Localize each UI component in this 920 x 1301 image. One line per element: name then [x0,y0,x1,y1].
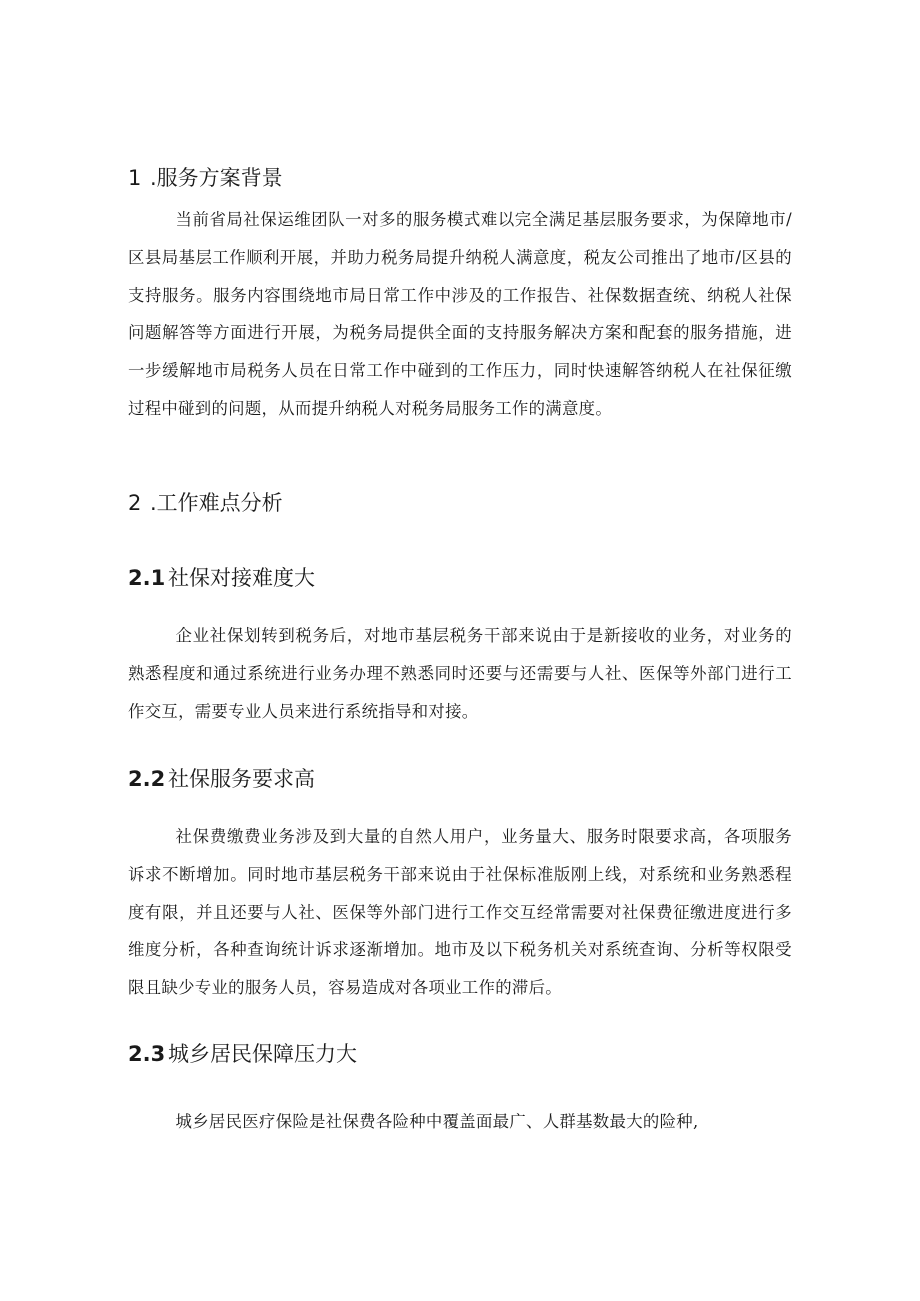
section-title: .工作难点分析 [150,491,283,515]
subsection-2-2-heading [128,765,315,793]
section-number: 2 [128,491,142,515]
subsection-title: 社保对接难度大 [168,566,315,590]
subsection-title: 社保服务要求高 [168,767,315,791]
subsection-2-3-heading [128,1040,357,1068]
subsection-number: 2.3 [128,1042,166,1066]
section-1-paragraph: 当前省局社保运维团队一对多的服务模式难以完全满足基层服务要求，为保障地市/区县局基层工作顺利开展，并助力税务局提升纳税人满意度，税友公司推出了地市/区县的支持服务。服务内容围绕地市局日常工作中涉及的工作报告、社保数据查统、纳税人社保问题解答等方面进行开展，为税务局提供全面的支持服务解决方案和配套的服务措施，进一步缓解地市局税务人员在日常工作中碰到的工作压力，同时快速解答纳税人在社保征缴过程中碰到的问题，从而提升纳税人对税务局服务工作的满意度。 [128,210,792,418]
subsection-2-2-paragraph: 社保费缴费业务涉及到大量的自然人用户，业务量大、服务时限要求高，各项服务诉求不断增加。同时地市基层税务干部来说由于社保标准版刚上线，对系统和业务熟悉程度有限，并且还要与人社、医保等外部门进行工作交互经常需要对社保费征缴进度进行多维度分析，各种查询统计诉求逐渐增加。地市及以下税务机关对系统查询、分析等权限受限且缺少专业的服务人员，容易造成对各项业工作的滞后。 [128,827,792,998]
section-title: .服务方案背景 [150,166,283,190]
subsection-2-1-heading [128,564,315,592]
section-number: 1 [128,166,142,190]
subsection-title: 城乡居民保障压力大 [168,1042,357,1066]
subsection-2-3-paragraph: 城乡居民医疗保险是社保费各险种中覆盖面最广、人群基数最大的险种, [175,1112,699,1131]
section-1-heading [128,164,283,192]
subsection-number: 2.2 [128,767,166,791]
subsection-2-1-paragraph: 企业社保划转到税务后，对地市基层税务干部来说由于是新接收的业务，对业务的熟悉程度和通过系统进行业务办理不熟悉同时还要与还需要与人社、医保等外部门进行工作交互，需要专业人员来进行系统指导和对接。 [128,626,792,721]
section-2-heading [128,489,283,517]
subsection-number: 2.1 [128,566,166,590]
